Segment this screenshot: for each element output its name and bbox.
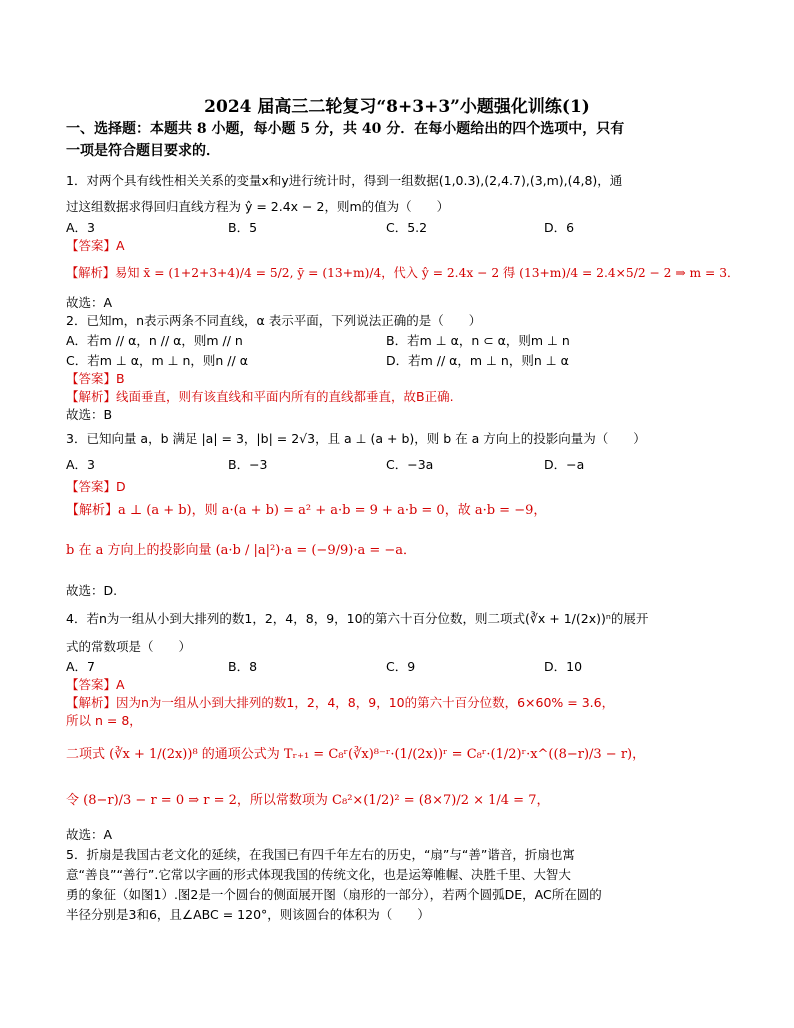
q1-option-a: A．3: [66, 220, 96, 235]
q4-option-a: A．7: [66, 659, 96, 674]
q2-option-a: A．若m // α，n // α，则m // n: [66, 333, 243, 348]
q2-option-b: B．若m ⊥ α，n ⊂ α，则m ⊥ n: [386, 333, 570, 348]
page-title: 2024 届高三二轮复习“8+3+3”小题强化训练(1): [204, 97, 590, 117]
q4-answer: 【答案】A: [66, 677, 125, 692]
section-heading-line1: 一、选择题：本题共 8 小题，每小题 5 分，共 40 分．在每小题给出的四个选项中，只有: [66, 121, 625, 137]
q5-stem-line2: 意“善良”“善行”.它常以字画的形式体现我国的传统文化，也是运筹帷幄、决胜千里、大智大: [66, 867, 571, 882]
section-heading-line2: 一项是符合题目要求的．: [66, 143, 220, 159]
q3-analysis-line1: 【解析】a ⊥ (a + b)，则 a·(a + b) = a² + a·b = 9 + a·b = 0，故 a·b = −9，: [66, 503, 547, 518]
q5-stem-line1: 5．折扇是我国古老文化的延续，在我国已有四千年左右的历史，“扇”与“善”谐音，折扇也寓: [66, 847, 575, 862]
q4-analysis-line1: 【解析】因为n为一组从小到大排列的数1，2，4，8，9，10的第六十百分位数，6×60% = 3.6，: [66, 695, 615, 710]
q4-option-c: C．9: [386, 659, 416, 674]
q2-option-c: C．若m ⊥ α，m ⊥ n，则n // α: [66, 353, 248, 368]
q1-stem-line1: 1．对两个具有线性相关关系的变量x和y进行统计时，得到一组数据(1,0.3),(2,4.7),(3,m),(4,8)，通: [66, 173, 623, 188]
q1-choose: 故选：A: [66, 295, 113, 310]
q2-stem: 2．已知m，n表示两条不同直线，α 表示平面，下列说法正确的是（ ）: [66, 313, 482, 328]
q1-option-c: C．5.2: [386, 220, 428, 235]
q4-choose: 故选：A: [66, 827, 113, 842]
q3-choose: 故选：D.: [66, 583, 118, 598]
q4-option-b: B．8: [228, 659, 258, 674]
q4-analysis-line3: 二项式 (∛x + 1/(2x))⁸ 的通项公式为 Tᵣ₊₁ = C₈ʳ(∛x)⁸⁻ʳ·(1/(2x))ʳ = C₈ʳ·(1/2)ʳ·x^((8−r)/3 − r)，: [66, 747, 646, 762]
q3-analysis-line2: b 在 a 方向上的投影向量 (a·b / |a|²)·a = (−9/9)·a = −a．: [66, 543, 416, 558]
q5-stem-line4: 半径分别是3和6，且∠ABC = 120°，则该圆台的体积为（ ）: [66, 907, 430, 922]
q3-option-b: B．−3: [228, 457, 268, 472]
q4-stem-line2: 式的常数项是（ ）: [66, 639, 192, 654]
q3-option-a: A．3: [66, 457, 96, 472]
q2-answer: 【答案】B: [66, 371, 125, 386]
q1-stem-line2: 过这组数据求得回归直线方程为 ŷ = 2.4x − 2，则m的值为（ ）: [66, 199, 450, 214]
q4-stem-line1: 4．若n为一组从小到大排列的数1，2，4，8，9，10的第六十百分位数，则二项式(∛x + 1/(2x))ⁿ的展开: [66, 611, 649, 626]
q1-answer: 【答案】A: [66, 238, 125, 253]
q3-answer: 【答案】D: [66, 479, 126, 494]
q1-option-b: B．5: [228, 220, 258, 235]
q4-analysis-line2: 所以 n = 8，: [66, 713, 142, 728]
q2-analysis: 【解析】线面垂直，则有该直线和平面内所有的直线都垂直，故B正确.: [66, 389, 454, 404]
q1-option-d: D．6: [544, 220, 575, 235]
q3-stem: 3．已知向量 a，b 满足 |a| = 3，|b| = 2√3，且 a ⊥ (a + b)，则 b 在 a 方向上的投影向量为（ ）: [66, 431, 646, 446]
q5-stem-line3: 勇的象征（如图1）.图2是一个圆台的侧面展开图（扇形的一部分），若两个圆弧DE，AC所在圆的: [66, 887, 602, 902]
q3-option-c: C．−3a: [386, 457, 434, 472]
q2-choose: 故选：B: [66, 407, 113, 422]
q4-option-d: D．10: [544, 659, 583, 674]
q1-analysis: 【解析】易知 x̄ = (1+2+3+4)/4 = 5/2, ȳ = (13+m)/4，代入 ŷ = 2.4x − 2 得 (13+m)/4 = 2.4×5/2 − 2 ⇒ m = 3．: [66, 266, 740, 280]
q3-option-d: D．−a: [544, 457, 585, 472]
q4-analysis-line4: 令 (8−r)/3 − r = 0 ⇒ r = 2，所以常数项为 C₈²×(1/2)² = (8×7)/2 × 1/4 = 7，: [66, 793, 550, 808]
q2-option-d: D．若m // α，m ⊥ n，则n ⊥ α: [386, 353, 569, 368]
